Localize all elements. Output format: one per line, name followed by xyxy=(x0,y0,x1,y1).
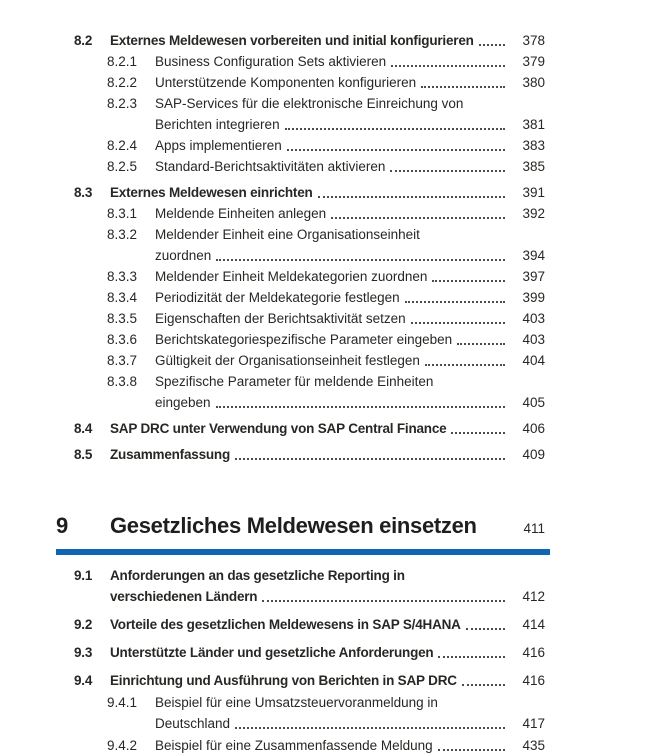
page-number: 417 xyxy=(522,716,545,731)
chapter-number: 9 xyxy=(56,513,68,538)
entry-title: Anforderungen an das gesetzliche Reporting in xyxy=(110,568,405,583)
section-number: 8.5 xyxy=(74,447,93,462)
toc-entry-8.3.4 xyxy=(107,287,545,308)
dot-leader xyxy=(425,364,505,366)
entry-title: Spezifische Parameter für meldende Einheiten xyxy=(155,374,434,389)
entry-title: Periodizität der Meldekategorie festlegen xyxy=(155,290,400,305)
toc-entry-8.2.4 xyxy=(107,135,545,156)
entry-title: Vorteile des gesetzlichen Meldewesens in SAP S/4HANA xyxy=(110,617,461,632)
entry-title: Deutschland xyxy=(155,716,231,731)
dot-leader xyxy=(235,727,505,729)
section-number xyxy=(107,245,155,266)
dot-leader xyxy=(457,343,505,345)
chapter-heading xyxy=(0,512,656,543)
page-number: 399 xyxy=(522,290,545,305)
section-number: 8.3.7 xyxy=(107,353,138,368)
page-number: 412 xyxy=(522,589,545,604)
entry-title: Gültigkeit der Organisationseinheit festlegen xyxy=(155,353,420,368)
dot-leader xyxy=(462,684,505,686)
entry-title: Standard-Berichtsaktivitäten aktivieren xyxy=(155,159,386,174)
toc-entry-9.1-continuation xyxy=(74,586,545,607)
section-number: 8.2.4 xyxy=(107,138,138,153)
dot-leader xyxy=(438,749,505,751)
toc-entry-8.3.5 xyxy=(107,308,545,329)
page-number: 404 xyxy=(522,353,545,368)
toc-entry-8.2.2 xyxy=(107,72,545,93)
entry-title: Meldende Einheiten anlegen xyxy=(155,206,327,221)
entry-title: eingeben xyxy=(155,395,211,410)
section-number: 8.3 xyxy=(74,185,93,200)
page-number: 391 xyxy=(522,185,545,200)
toc-entry-8.2.1 xyxy=(107,51,545,72)
section-number: 8.3.6 xyxy=(107,332,138,347)
entry-title: Externes Meldewesen einrichten xyxy=(110,185,313,200)
section-number: 9.4.1 xyxy=(107,695,138,710)
dot-leader xyxy=(331,217,505,219)
toc-entry-8.3.1 xyxy=(107,203,545,224)
section-number xyxy=(107,713,155,734)
toc-entry-9.3 xyxy=(74,642,545,663)
section-number: 8.3.2 xyxy=(107,227,138,242)
page-number: 414 xyxy=(522,617,545,632)
toc-entry-8.3.3 xyxy=(107,266,545,287)
entry-title: Business Configuration Sets aktivieren xyxy=(155,54,387,69)
page-number: 379 xyxy=(522,54,545,69)
page-number: 381 xyxy=(522,117,545,132)
entry-title: Externes Meldewesen vorbereiten und initial konfigurieren xyxy=(110,33,474,48)
entry-title: Berichten integrieren xyxy=(155,117,280,132)
entry-title: Unterstützte Länder und gesetzliche Anforderungen xyxy=(110,645,434,660)
dot-leader xyxy=(216,406,505,408)
entry-title: Apps implementieren xyxy=(155,138,282,153)
section-number: 8.2.1 xyxy=(107,54,138,69)
section-number: 8.3.1 xyxy=(107,206,138,221)
page-number: 392 xyxy=(522,206,545,221)
section-number: 8.2 xyxy=(74,33,93,48)
page-number: 403 xyxy=(522,332,545,347)
page-number: 416 xyxy=(522,673,545,688)
dot-leader xyxy=(466,628,505,630)
section-number xyxy=(74,586,110,607)
toc-entry-8.2 xyxy=(74,30,545,51)
page-number: 435 xyxy=(522,738,545,753)
toc-entry-8.3 xyxy=(74,182,545,203)
chapter-divider-rule xyxy=(56,549,550,555)
section-number: 8.3.4 xyxy=(107,290,138,305)
entry-title: Meldender Einheit eine Organisationseinheit xyxy=(155,227,420,242)
page-number: 385 xyxy=(522,159,545,174)
toc-entry-8.3.2 xyxy=(107,224,545,245)
dot-leader xyxy=(451,432,505,434)
toc-entry-8.5 xyxy=(74,444,545,465)
entry-title: Berichtskategoriespezifische Parameter eingeben xyxy=(155,332,453,347)
toc-entry-8.3.8 xyxy=(107,371,545,392)
toc-entry-8.3.7 xyxy=(107,350,545,371)
toc-entry-8.2.3-continuation xyxy=(107,114,545,135)
toc-section-chapter-9 xyxy=(0,565,656,755)
entry-title: zuordnen xyxy=(155,248,212,263)
chapter-title: Gesetzliches Meldewesen einsetzen xyxy=(110,513,477,538)
entry-title: Zusammenfassung xyxy=(110,447,231,462)
entry-title: Beispiel für eine Zusammenfassende Meldung xyxy=(155,738,433,753)
section-number: 8.2.3 xyxy=(107,96,138,111)
toc-entry-9.4.1 xyxy=(107,692,545,713)
page-number: 403 xyxy=(522,311,545,326)
dot-leader xyxy=(391,65,505,67)
dot-leader xyxy=(235,458,505,460)
dot-leader xyxy=(287,149,505,151)
toc-entry-8.3.2-continuation xyxy=(107,245,545,266)
page-number: 394 xyxy=(522,248,545,263)
dot-leader xyxy=(411,322,505,324)
section-number: 9.2 xyxy=(74,617,93,632)
entry-title: Unterstützende Komponenten konfigurieren xyxy=(155,75,417,90)
section-number: 8.2.2 xyxy=(107,75,138,90)
page-number: 397 xyxy=(522,269,545,284)
toc-entry-9.2 xyxy=(74,614,545,635)
section-number: 8.2.5 xyxy=(107,159,138,174)
toc-entry-8.3.6 xyxy=(107,329,545,350)
section-number xyxy=(107,114,155,135)
dot-leader xyxy=(318,196,505,198)
dot-leader xyxy=(479,44,505,46)
toc-entry-9.4 xyxy=(74,670,545,691)
dot-leader xyxy=(405,301,505,303)
page-number: 380 xyxy=(522,75,545,90)
dot-leader xyxy=(390,170,505,172)
entry-title: Beispiel für eine Umsatzsteuervoranmeldung in xyxy=(155,695,438,710)
dot-leader xyxy=(285,128,505,130)
toc-entry-9.4.1-continuation xyxy=(107,713,545,734)
toc-entry-8.2.3 xyxy=(107,93,545,114)
entry-title: verschiedenen Ländern xyxy=(110,589,258,604)
entry-title: SAP DRC unter Verwendung von SAP Central Finance xyxy=(110,421,447,436)
chapter-page-number: 411 xyxy=(523,521,545,536)
entry-title: Meldender Einheit Meldekategorien zuordnen xyxy=(155,269,428,284)
dot-leader xyxy=(421,86,505,88)
dot-leader xyxy=(262,600,505,602)
toc-entry-8.4 xyxy=(74,418,545,439)
entry-title: Eigenschaften der Berichtsaktivität setzen xyxy=(155,311,406,326)
entry-title: SAP-Services für die elektronische Einreichung von xyxy=(155,96,464,111)
page-number: 405 xyxy=(522,395,545,410)
toc-entry-9.4.2 xyxy=(107,735,545,755)
entry-title: Einrichtung und Ausführung von Berichten in SAP DRC xyxy=(110,673,457,688)
section-number: 8.3.3 xyxy=(107,269,138,284)
page-number: 416 xyxy=(522,645,545,660)
section-number xyxy=(107,392,155,413)
page-number: 383 xyxy=(522,138,545,153)
dot-leader xyxy=(438,656,505,658)
dot-leader xyxy=(216,259,505,261)
section-number: 9.1 xyxy=(74,568,93,583)
toc-entry-8.2.5 xyxy=(107,156,545,177)
section-number: 8.4 xyxy=(74,421,93,436)
toc-entry-9.1 xyxy=(74,565,545,586)
section-number: 9.4 xyxy=(74,673,93,688)
page-number: 378 xyxy=(522,33,545,48)
toc-entry-8.3.8-continuation xyxy=(107,392,545,413)
section-number: 9.3 xyxy=(74,645,93,660)
page-number: 409 xyxy=(522,447,545,462)
section-number: 8.3.8 xyxy=(107,374,138,389)
page-number: 406 xyxy=(522,421,545,436)
section-number: 9.4.2 xyxy=(107,738,138,753)
section-number: 8.3.5 xyxy=(107,311,138,326)
dot-leader xyxy=(432,280,505,282)
